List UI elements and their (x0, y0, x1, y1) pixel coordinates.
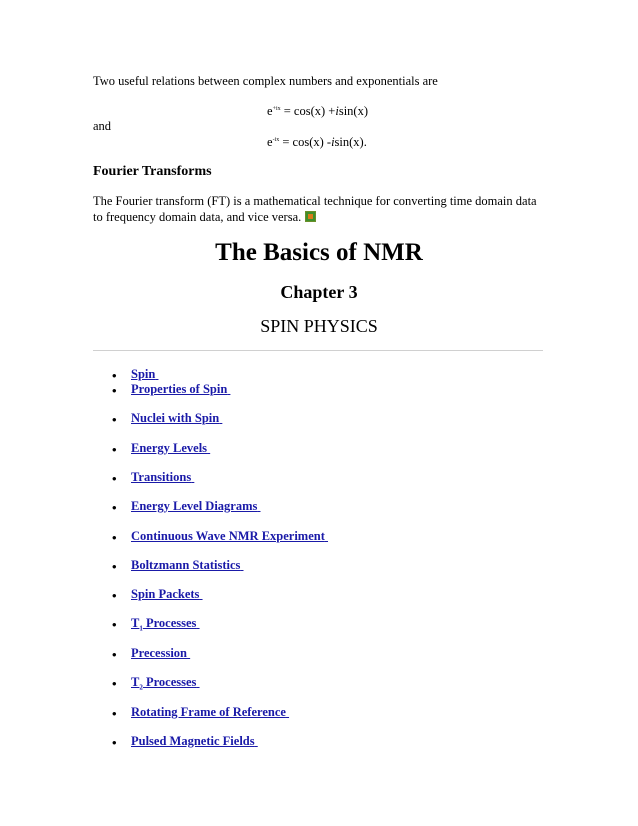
fourier-text-line-1: The Fourier transform (FT) is a mathematical technique for converting time domain data (93, 194, 537, 208)
and-word: and (93, 119, 112, 133)
toc-link-nuclei-with-spin[interactable]: Nuclei with Spin (131, 411, 220, 425)
toc-link-continuous-wave-nmr-experiment[interactable]: Continuous Wave NMR Experiment (131, 529, 325, 543)
toc-link-energy-level-diagrams[interactable]: Energy Level Diagrams (131, 499, 258, 513)
fourier-text-line-2 (93, 210, 316, 225)
fourier-text-line-2-text: to frequency domain data, and vice versa. (93, 210, 302, 224)
toc-link-boltzmann-statistics[interactable]: Boltzmann Statistics (131, 558, 241, 572)
page-title: The Basics of NMR (215, 239, 423, 266)
eq1-rhs-b: sin(x) (338, 104, 368, 118)
toc-link-transitions[interactable]: Transitions (131, 470, 192, 484)
toc-link-t1-processes[interactable]: $T_1$ Processes (131, 616, 197, 633)
bullet-icon: • (112, 617, 117, 632)
bullet-icon: • (112, 500, 117, 515)
toc-link-precession[interactable]: Precession (131, 646, 188, 660)
bullet-icon: • (112, 559, 117, 574)
toc-link-t2-processes[interactable]: $T_2$ Processes (131, 675, 197, 692)
bullet-icon: • (112, 412, 117, 427)
bullet-icon: • (112, 383, 117, 398)
fourier-heading: Fourier Transforms (93, 164, 212, 179)
bullet-icon: • (112, 676, 117, 691)
toc-link-spin-packets[interactable]: Spin Packets (131, 587, 200, 601)
bullet-icon: • (112, 530, 117, 545)
equation-euler-plus (267, 104, 368, 119)
bullet-icon: • (112, 368, 117, 383)
eq1-base: e (267, 104, 273, 118)
section-heading: SPIN PHYSICS (260, 316, 378, 336)
intro-text: Two useful relations between complex numbers and exponentials are (93, 74, 438, 88)
bullet-icon: • (112, 471, 117, 486)
horizontal-divider (93, 350, 543, 351)
toc-link-rotating-frame-of-reference[interactable]: Rotating Frame of Reference (131, 705, 286, 719)
equation-euler-minus (267, 135, 367, 150)
eq2-rhs-b: sin(x). (334, 135, 367, 149)
bullet-icon: • (112, 706, 117, 721)
eq2-exponent: -ix (272, 137, 280, 143)
toc-link-spin[interactable]: Spin (131, 367, 156, 381)
bullet-icon: • (112, 735, 117, 750)
chapter-heading: Chapter 3 (280, 282, 358, 302)
bullet-icon: • (112, 647, 117, 662)
toc-link-energy-levels[interactable]: Energy Levels (131, 441, 208, 455)
toc-link-properties-of-spin[interactable]: Properties of Spin (131, 382, 228, 396)
figure-link-icon[interactable] (305, 211, 316, 222)
eq1-imaginary: i (335, 104, 339, 118)
eq2-rhs-a: = cos(x) - (279, 135, 332, 149)
eq1-rhs-a: = cos(x) + (280, 104, 336, 118)
toc-link-pulsed-magnetic-fields[interactable]: Pulsed Magnetic Fields (131, 734, 255, 748)
eq1-exponent: +ix (272, 106, 281, 112)
eq2-base: e (267, 135, 273, 149)
bullet-icon: • (112, 588, 117, 603)
bullet-icon: • (112, 442, 117, 457)
eq2-imaginary: i (331, 135, 335, 149)
